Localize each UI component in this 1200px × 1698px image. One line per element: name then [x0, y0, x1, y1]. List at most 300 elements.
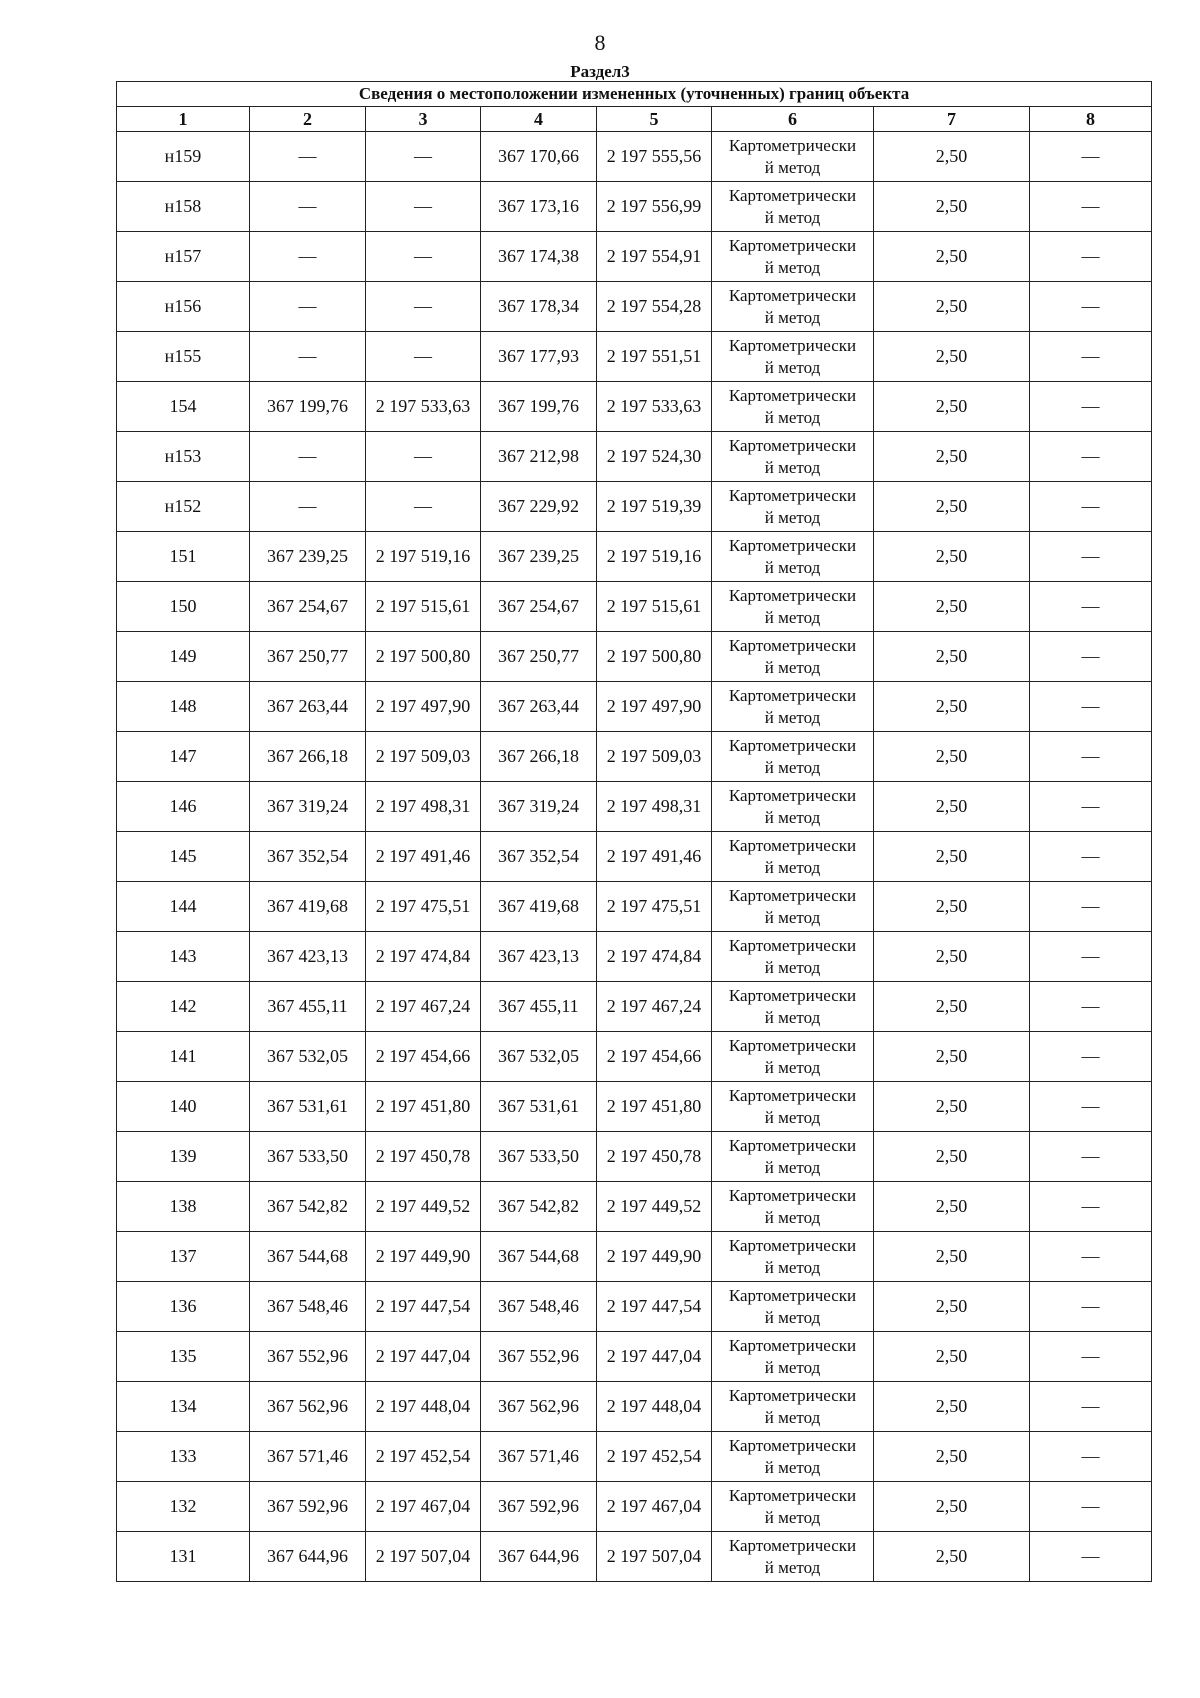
old-x-cell: —: [250, 132, 366, 182]
old-x-cell: 367 250,77: [250, 632, 366, 682]
method-cell: [712, 632, 874, 682]
new-y-cell: 2 197 454,66: [597, 1032, 712, 1082]
table-row: [117, 682, 1152, 732]
description-cell: —: [1030, 632, 1152, 682]
old-x-cell: —: [250, 282, 366, 332]
description-cell: —: [1030, 182, 1152, 232]
old-y-cell: 2 197 533,63: [366, 382, 481, 432]
method-line-1: Картометрически: [728, 135, 857, 155]
description-cell: —: [1030, 1532, 1152, 1582]
method-line-2: й метод: [764, 907, 821, 927]
old-y-cell: 2 197 474,84: [366, 932, 481, 982]
description-cell: —: [1030, 382, 1152, 432]
method-cell: [712, 282, 874, 332]
table-row: [117, 1532, 1152, 1582]
method-cell: [712, 682, 874, 732]
point-number-cell: 131: [117, 1532, 250, 1582]
method-cell: [712, 482, 874, 532]
new-x-cell: 367 212,98: [481, 432, 597, 482]
column-header: 7: [874, 107, 1030, 132]
new-y-cell: 2 197 551,51: [597, 332, 712, 382]
accuracy-cell: 2,50: [874, 782, 1030, 832]
old-x-cell: —: [250, 232, 366, 282]
new-x-cell: 367 250,77: [481, 632, 597, 682]
accuracy-cell: 2,50: [874, 1082, 1030, 1132]
method-line-2: й метод: [764, 757, 821, 777]
new-y-cell: 2 197 497,90: [597, 682, 712, 732]
point-number-cell: 132: [117, 1482, 250, 1532]
accuracy-cell: 2,50: [874, 232, 1030, 282]
point-number-cell: н153: [117, 432, 250, 482]
old-y-cell: —: [366, 132, 481, 182]
old-y-cell: 2 197 450,78: [366, 1132, 481, 1182]
new-x-cell: 367 177,93: [481, 332, 597, 382]
method-cell: [712, 232, 874, 282]
method-line-2: й метод: [764, 1557, 821, 1577]
description-cell: —: [1030, 1032, 1152, 1082]
description-cell: —: [1030, 882, 1152, 932]
method-cell: [712, 1382, 874, 1432]
accuracy-cell: 2,50: [874, 882, 1030, 932]
old-x-cell: 367 562,96: [250, 1382, 366, 1432]
new-x-cell: 367 352,54: [481, 832, 597, 882]
point-number-cell: 139: [117, 1132, 250, 1182]
point-number-cell: н158: [117, 182, 250, 232]
new-x-cell: 367 531,61: [481, 1082, 597, 1132]
method-line-1: Картометрически: [728, 635, 857, 655]
old-y-cell: 2 197 498,31: [366, 782, 481, 832]
old-y-cell: —: [366, 332, 481, 382]
old-y-cell: —: [366, 482, 481, 532]
old-y-cell: 2 197 449,52: [366, 1182, 481, 1232]
description-cell: —: [1030, 1382, 1152, 1432]
description-cell: —: [1030, 1482, 1152, 1532]
section-title: Раздел3: [570, 62, 630, 81]
old-x-cell: 367 263,44: [250, 682, 366, 732]
method-line-1: Картометрически: [728, 1385, 857, 1405]
table-row: [117, 332, 1152, 382]
method-line-1: Картометрически: [728, 985, 857, 1005]
new-y-cell: 2 197 451,80: [597, 1082, 712, 1132]
description-cell: —: [1030, 282, 1152, 332]
method-cell: [712, 532, 874, 582]
table-row: [117, 782, 1152, 832]
old-y-cell: 2 197 452,54: [366, 1432, 481, 1482]
method-cell: [712, 1032, 874, 1082]
old-y-cell: —: [366, 432, 481, 482]
old-x-cell: 367 319,24: [250, 782, 366, 832]
table-row: [117, 382, 1152, 432]
method-line-1: Картометрически: [728, 1185, 857, 1205]
old-y-cell: 2 197 449,90: [366, 1232, 481, 1282]
accuracy-cell: 2,50: [874, 1282, 1030, 1332]
method-line-2: й метод: [764, 1257, 821, 1277]
accuracy-cell: 2,50: [874, 632, 1030, 682]
table-row: [117, 1332, 1152, 1382]
point-number-cell: н157: [117, 232, 250, 282]
method-line-1: Картометрически: [728, 1335, 857, 1355]
new-y-cell: 2 197 507,04: [597, 1532, 712, 1582]
accuracy-cell: 2,50: [874, 332, 1030, 382]
new-y-cell: 2 197 554,28: [597, 282, 712, 332]
old-y-cell: 2 197 475,51: [366, 882, 481, 932]
accuracy-cell: 2,50: [874, 582, 1030, 632]
point-number-cell: 133: [117, 1432, 250, 1482]
old-x-cell: 367 532,05: [250, 1032, 366, 1082]
accuracy-cell: 2,50: [874, 1382, 1030, 1432]
method-line-1: Картометрически: [728, 335, 857, 355]
old-y-cell: 2 197 467,24: [366, 982, 481, 1032]
method-line-2: й метод: [764, 1407, 821, 1427]
method-line-1: Картометрически: [728, 685, 857, 705]
old-y-cell: 2 197 515,61: [366, 582, 481, 632]
description-cell: —: [1030, 1332, 1152, 1382]
new-y-cell: 2 197 524,30: [597, 432, 712, 482]
point-number-cell: 143: [117, 932, 250, 982]
column-number-row: [117, 107, 1152, 132]
table-caption: Сведения о местоположении измененных (уточненных) границ объекта: [117, 82, 1152, 107]
point-number-cell: 141: [117, 1032, 250, 1082]
new-x-cell: 367 266,18: [481, 732, 597, 782]
method-line-2: й метод: [764, 307, 821, 327]
method-line-1: Картометрически: [728, 1085, 857, 1105]
table-row: [117, 1232, 1152, 1282]
column-header: 2: [250, 107, 366, 132]
point-number-cell: 142: [117, 982, 250, 1032]
new-y-cell: 2 197 500,80: [597, 632, 712, 682]
method-line-2: й метод: [764, 557, 821, 577]
old-y-cell: 2 197 451,80: [366, 1082, 481, 1132]
method-cell: [712, 982, 874, 1032]
table-row: [117, 582, 1152, 632]
new-x-cell: 367 455,11: [481, 982, 597, 1032]
new-y-cell: 2 197 555,56: [597, 132, 712, 182]
description-cell: —: [1030, 782, 1152, 832]
new-x-cell: 367 178,34: [481, 282, 597, 332]
new-y-cell: 2 197 452,54: [597, 1432, 712, 1482]
method-cell: [712, 382, 874, 432]
description-cell: —: [1030, 932, 1152, 982]
accuracy-cell: 2,50: [874, 1432, 1030, 1482]
table-row: [117, 432, 1152, 482]
new-y-cell: 2 197 449,52: [597, 1182, 712, 1232]
table-row: [117, 932, 1152, 982]
point-number-cell: н152: [117, 482, 250, 532]
method-line-2: й метод: [764, 1357, 821, 1377]
column-header: 4: [481, 107, 597, 132]
old-x-cell: 367 571,46: [250, 1432, 366, 1482]
old-y-cell: 2 197 448,04: [366, 1382, 481, 1432]
column-header: 3: [366, 107, 481, 132]
new-y-cell: 2 197 448,04: [597, 1382, 712, 1432]
method-cell: [712, 882, 874, 932]
new-y-cell: 2 197 467,24: [597, 982, 712, 1032]
method-cell: [712, 732, 874, 782]
new-x-cell: 367 571,46: [481, 1432, 597, 1482]
old-y-cell: 2 197 467,04: [366, 1482, 481, 1532]
point-number-cell: 137: [117, 1232, 250, 1282]
table-body: [117, 132, 1152, 1582]
method-line-1: Картометрически: [728, 785, 857, 805]
method-line-2: й метод: [764, 1057, 821, 1077]
description-cell: —: [1030, 132, 1152, 182]
method-line-1: Картометрически: [728, 1435, 857, 1455]
accuracy-cell: 2,50: [874, 532, 1030, 582]
old-y-cell: 2 197 497,90: [366, 682, 481, 732]
old-y-cell: 2 197 447,04: [366, 1332, 481, 1382]
method-cell: [712, 1332, 874, 1382]
table-row: [117, 1282, 1152, 1332]
new-y-cell: 2 197 447,04: [597, 1332, 712, 1382]
old-x-cell: 367 199,76: [250, 382, 366, 432]
method-line-1: Картометрически: [728, 535, 857, 555]
accuracy-cell: 2,50: [874, 732, 1030, 782]
method-line-1: Картометрически: [728, 285, 857, 305]
old-y-cell: 2 197 519,16: [366, 532, 481, 582]
table-row: [117, 1132, 1152, 1182]
new-y-cell: 2 197 475,51: [597, 882, 712, 932]
old-x-cell: —: [250, 432, 366, 482]
method-cell: [712, 1082, 874, 1132]
method-line-1: Картометрически: [728, 585, 857, 605]
new-y-cell: 2 197 556,99: [597, 182, 712, 232]
method-cell: [712, 1132, 874, 1182]
new-x-cell: 367 173,16: [481, 182, 597, 232]
column-header: 1: [117, 107, 250, 132]
column-header: 6: [712, 107, 874, 132]
table-row: [117, 1082, 1152, 1132]
new-x-cell: 367 562,96: [481, 1382, 597, 1432]
point-number-cell: н159: [117, 132, 250, 182]
new-x-cell: 367 254,67: [481, 582, 597, 632]
old-x-cell: —: [250, 482, 366, 532]
old-x-cell: 367 455,11: [250, 982, 366, 1032]
description-cell: —: [1030, 1132, 1152, 1182]
old-y-cell: 2 197 500,80: [366, 632, 481, 682]
method-line-2: й метод: [764, 507, 821, 527]
table-row: [117, 632, 1152, 682]
method-line-2: й метод: [764, 857, 821, 877]
new-y-cell: 2 197 449,90: [597, 1232, 712, 1282]
accuracy-cell: 2,50: [874, 1182, 1030, 1232]
accuracy-cell: 2,50: [874, 432, 1030, 482]
accuracy-cell: 2,50: [874, 932, 1030, 982]
boundary-coordinates-table: [116, 81, 1152, 1582]
method-cell: [712, 832, 874, 882]
table-row: [117, 532, 1152, 582]
method-cell: [712, 132, 874, 182]
method-line-2: й метод: [764, 1157, 821, 1177]
description-cell: —: [1030, 582, 1152, 632]
method-line-2: й метод: [764, 1307, 821, 1327]
method-line-1: Картометрически: [728, 485, 857, 505]
old-y-cell: 2 197 507,04: [366, 1532, 481, 1582]
new-x-cell: 367 544,68: [481, 1232, 597, 1282]
method-cell: [712, 182, 874, 232]
method-line-2: й метод: [764, 357, 821, 377]
accuracy-cell: 2,50: [874, 282, 1030, 332]
point-number-cell: 135: [117, 1332, 250, 1382]
new-x-cell: 367 239,25: [481, 532, 597, 582]
method-line-1: Картометрически: [728, 1035, 857, 1055]
accuracy-cell: 2,50: [874, 1482, 1030, 1532]
point-number-cell: 147: [117, 732, 250, 782]
new-y-cell: 2 197 509,03: [597, 732, 712, 782]
accuracy-cell: 2,50: [874, 1532, 1030, 1582]
point-number-cell: н156: [117, 282, 250, 332]
old-x-cell: 367 552,96: [250, 1332, 366, 1382]
old-x-cell: 367 254,67: [250, 582, 366, 632]
description-cell: —: [1030, 1182, 1152, 1232]
accuracy-cell: 2,50: [874, 1232, 1030, 1282]
new-y-cell: 2 197 450,78: [597, 1132, 712, 1182]
new-x-cell: 367 548,46: [481, 1282, 597, 1332]
old-x-cell: 367 423,13: [250, 932, 366, 982]
old-y-cell: 2 197 447,54: [366, 1282, 481, 1332]
old-y-cell: 2 197 454,66: [366, 1032, 481, 1082]
method-line-2: й метод: [764, 1107, 821, 1127]
new-x-cell: 367 644,96: [481, 1532, 597, 1582]
old-x-cell: 367 544,68: [250, 1232, 366, 1282]
old-x-cell: 367 239,25: [250, 532, 366, 582]
description-cell: —: [1030, 832, 1152, 882]
new-x-cell: 367 532,05: [481, 1032, 597, 1082]
old-x-cell: —: [250, 182, 366, 232]
old-x-cell: 367 266,18: [250, 732, 366, 782]
table-row: [117, 982, 1152, 1032]
method-line-1: Картометрически: [728, 885, 857, 905]
old-x-cell: 367 533,50: [250, 1132, 366, 1182]
table-row: [117, 132, 1152, 182]
old-x-cell: 367 531,61: [250, 1082, 366, 1132]
description-cell: —: [1030, 1432, 1152, 1482]
old-y-cell: —: [366, 182, 481, 232]
page-number: 8: [594, 30, 606, 55]
method-line-1: Картометрически: [728, 185, 857, 205]
table-row: [117, 832, 1152, 882]
method-line-2: й метод: [764, 1457, 821, 1477]
new-y-cell: 2 197 498,31: [597, 782, 712, 832]
method-line-1: Картометрически: [728, 435, 857, 455]
method-cell: [712, 1482, 874, 1532]
table-row: [117, 1182, 1152, 1232]
point-number-cell: 154: [117, 382, 250, 432]
method-line-1: Картометрически: [728, 1485, 857, 1505]
new-x-cell: 367 542,82: [481, 1182, 597, 1232]
old-x-cell: 367 592,96: [250, 1482, 366, 1532]
accuracy-cell: 2,50: [874, 982, 1030, 1032]
method-cell: [712, 1532, 874, 1582]
method-line-2: й метод: [764, 957, 821, 977]
method-line-2: й метод: [764, 407, 821, 427]
table-row: [117, 1482, 1152, 1532]
new-y-cell: 2 197 447,54: [597, 1282, 712, 1332]
method-cell: [712, 1282, 874, 1332]
method-line-1: Картометрически: [728, 1135, 857, 1155]
point-number-cell: 134: [117, 1382, 250, 1432]
new-x-cell: 367 533,50: [481, 1132, 597, 1182]
new-y-cell: 2 197 467,04: [597, 1482, 712, 1532]
point-number-cell: 136: [117, 1282, 250, 1332]
old-x-cell: 367 644,96: [250, 1532, 366, 1582]
accuracy-cell: 2,50: [874, 1132, 1030, 1182]
column-header: 5: [597, 107, 712, 132]
method-line-2: й метод: [764, 257, 821, 277]
new-y-cell: 2 197 491,46: [597, 832, 712, 882]
new-x-cell: 367 319,24: [481, 782, 597, 832]
method-line-2: й метод: [764, 157, 821, 177]
table-row: [117, 482, 1152, 532]
accuracy-cell: 2,50: [874, 832, 1030, 882]
method-line-1: Картометрически: [728, 1285, 857, 1305]
accuracy-cell: 2,50: [874, 382, 1030, 432]
new-x-cell: 367 174,38: [481, 232, 597, 282]
description-cell: —: [1030, 482, 1152, 532]
new-x-cell: 367 592,96: [481, 1482, 597, 1532]
point-number-cell: н155: [117, 332, 250, 382]
description-cell: —: [1030, 1232, 1152, 1282]
description-cell: —: [1030, 1282, 1152, 1332]
method-line-1: Картометрически: [728, 735, 857, 755]
table-row: [117, 1432, 1152, 1482]
description-cell: —: [1030, 982, 1152, 1032]
method-line-1: Картометрически: [728, 1235, 857, 1255]
method-line-2: й метод: [764, 1207, 821, 1227]
old-y-cell: 2 197 509,03: [366, 732, 481, 782]
new-x-cell: 367 199,76: [481, 382, 597, 432]
description-cell: —: [1030, 1082, 1152, 1132]
description-cell: —: [1030, 732, 1152, 782]
accuracy-cell: 2,50: [874, 482, 1030, 532]
description-cell: —: [1030, 682, 1152, 732]
column-header: 8: [1030, 107, 1152, 132]
method-cell: [712, 332, 874, 382]
method-line-2: й метод: [764, 807, 821, 827]
new-y-cell: 2 197 515,61: [597, 582, 712, 632]
method-line-2: й метод: [764, 1007, 821, 1027]
point-number-cell: 138: [117, 1182, 250, 1232]
new-y-cell: 2 197 519,16: [597, 532, 712, 582]
accuracy-cell: 2,50: [874, 682, 1030, 732]
old-x-cell: 367 352,54: [250, 832, 366, 882]
table-row: [117, 882, 1152, 932]
table-row: [117, 182, 1152, 232]
old-x-cell: 367 419,68: [250, 882, 366, 932]
accuracy-cell: 2,50: [874, 1332, 1030, 1382]
table-row: [117, 732, 1152, 782]
method-cell: [712, 432, 874, 482]
table-row: [117, 282, 1152, 332]
point-number-cell: 151: [117, 532, 250, 582]
method-cell: [712, 582, 874, 632]
method-line-2: й метод: [764, 657, 821, 677]
method-line-2: й метод: [764, 607, 821, 627]
method-cell: [712, 782, 874, 832]
old-x-cell: 367 542,82: [250, 1182, 366, 1232]
table-row: [117, 1032, 1152, 1082]
method-cell: [712, 1182, 874, 1232]
point-number-cell: 146: [117, 782, 250, 832]
description-cell: —: [1030, 432, 1152, 482]
new-x-cell: 367 170,66: [481, 132, 597, 182]
method-line-2: й метод: [764, 457, 821, 477]
accuracy-cell: 2,50: [874, 182, 1030, 232]
table-row: [117, 1382, 1152, 1432]
method-line-2: й метод: [764, 207, 821, 227]
new-y-cell: 2 197 554,91: [597, 232, 712, 282]
point-number-cell: 150: [117, 582, 250, 632]
accuracy-cell: 2,50: [874, 1032, 1030, 1082]
